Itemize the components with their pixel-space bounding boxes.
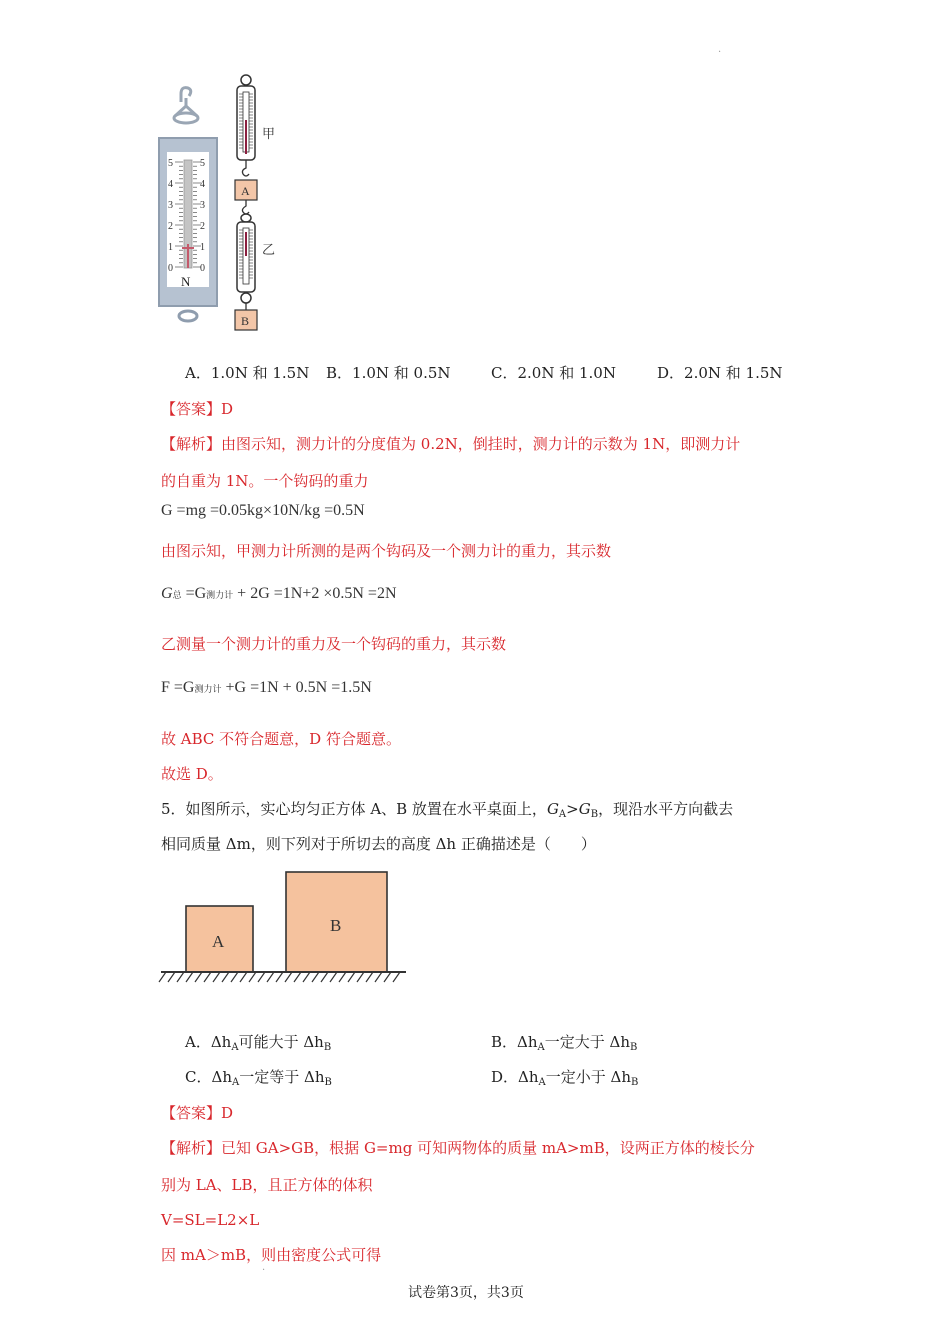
svg-text:A: A [241,184,250,198]
q4-answer: 【答案】D [161,400,234,418]
spring-scale-figure [155,72,295,334]
q5-analysis-3: V=SL=L2×L [161,1211,260,1229]
svg-text:B: B [330,916,342,935]
q4-equation-1: G =mg =0.05kg×10N/kg =0.5N [161,502,365,519]
q4-analysis-6: 故选 D。 [161,765,223,783]
q5-stem-1: 5．如图所示，实心均匀正方体 A、B 放置在水平桌面上，$G_A>G_B$，现沿水平方向截去 [161,800,734,820]
q4-option-d: D．2.0N 和 1.5N [657,364,783,382]
q4-equation-3: F =G测力计 +G =1N + 0.5N =1.5N [161,679,372,696]
scale-number-right: 0 [200,263,205,274]
q5-stem-2: 相同质量 Δm，则下列对于所切去的高度 Δh 正确描述是（ ） [161,835,596,853]
q4-analysis-3: 由图示知，甲测力计所测的是两个钩码及一个测力计的重力，其示数 [161,542,612,560]
q5-analysis-1: 【解析】已知 GA>GB，根据 G=mg 可知两物体的质量 mA>mB，设两正方体的棱长分 [161,1139,755,1157]
q5-option-b: B．$\Delta h_A$一定大于 $\Delta h_B$ [491,1033,638,1053]
q5-option-c: C．$\Delta h_A$一定等于 $\Delta h_B$ [185,1068,332,1088]
scale-number-left: 4 [168,179,173,190]
top-mark: . [718,44,722,55]
svg-text:A: A [212,932,225,951]
label-yi: 乙 [262,242,276,257]
label-jia: 甲 [262,126,276,141]
svg-text:B: B [241,314,250,328]
q4-option-a: A．1.0N 和 1.5N [185,364,310,382]
page-footer: 试卷第3页，共3页 [408,1285,524,1301]
q5-analysis-4: 因 mA＞mB，则由密度公式可得 [161,1246,382,1264]
q4-option-b: B．1.0N 和 0.5N [326,364,451,382]
blocks-figure [158,868,410,990]
scale-number-right: 1 [200,242,205,253]
scale-number-left: 1 [168,242,173,253]
scale-number-right: 2 [200,221,205,232]
q4-analysis-4: 乙测量一个测力计的重力及一个钩码的重力，其示数 [161,635,507,653]
q5-analysis-2: 别为 LA、LB，且正方体的体积 [161,1176,373,1194]
unit-label: N [181,274,191,289]
q4-equation-2: G总 =G测力计 + 2G =1N+2 ×0.5N =2N [161,585,397,602]
q5-answer: 【答案】D [161,1104,234,1122]
scale-number-right: 5 [200,158,205,169]
q5-option-d: D．$\Delta h_A$一定小于 $\Delta h_B$ [491,1068,639,1088]
scale-number-left: 2 [168,221,173,232]
q5-option-a: A．$\Delta h_A$可能大于 $\Delta h_B$ [185,1033,332,1053]
scale-number-left: 0 [168,263,173,274]
q4-analysis-5: 故 ABC 不符合题意，D 符合题意。 [161,730,401,748]
bottom-mark: . [262,1262,266,1273]
scale-number-right: 3 [200,200,205,211]
q4-option-c: C．2.0N 和 1.0N [491,364,616,382]
scale-number-left: 5 [168,158,173,169]
scale-number-left: 3 [168,200,173,211]
q4-analysis-1: 【解析】由图示知，测力计的分度值为 0.2N，倒挂时，测力计的示数为 1N，即测力计 [161,435,741,453]
scale-number-right: 4 [200,179,205,190]
q4-analysis-2: 的自重为 1N。一个钩码的重力 [161,472,369,490]
